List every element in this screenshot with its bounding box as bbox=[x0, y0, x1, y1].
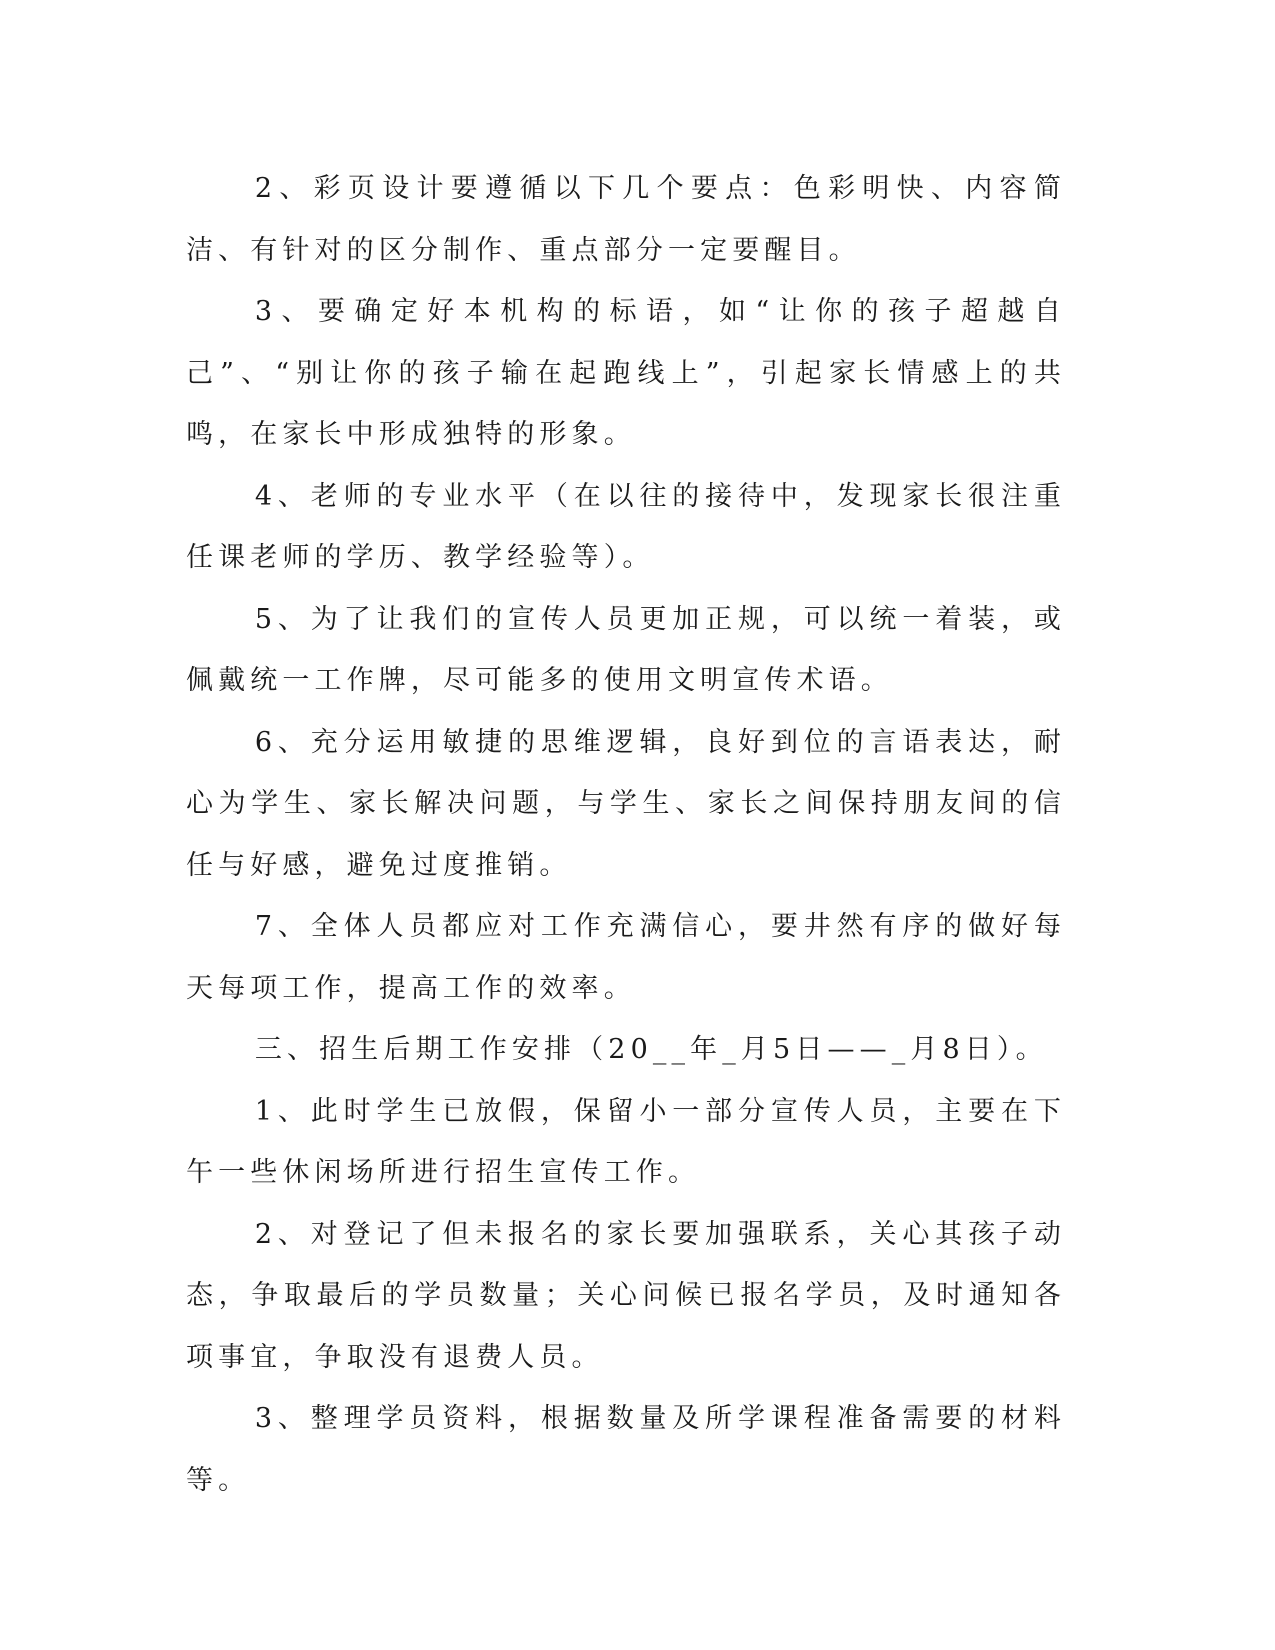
paragraph-slogan: 3、要确定好本机构的标语，如“让你的孩子超越自己”、“别让你的孩子输在起跑线上”，引起家长情感上的共鸣，在家长中形成独特的形象。 bbox=[186, 296, 1066, 450]
paragraph-uniform: 5、为了让我们的宣传人员更加正规，可以统一着装，或佩戴统一工作牌，尽可能多的使用文明宣传术语。 bbox=[186, 603, 1066, 696]
paragraph-organize-records: 3、整理学员资料，根据数量及所学课程准备需要的材料等。 bbox=[186, 1403, 1066, 1496]
document-body bbox=[186, 158, 1066, 1511]
paragraph-parent-followup: 2、对登记了但未报名的家长要加强联系，关心其孩子动态，争取最后的学员数量；关心问候已报名学员，及时通知各项事宜，争取没有退费人员。 bbox=[186, 1218, 1066, 1373]
section-heading-late-stage: 三、招生后期工作安排（20__年_月5日——_月8日）。 bbox=[254, 1034, 1048, 1065]
paragraph-design-points: 2、彩页设计要遵循以下几个要点：色彩明快、内容简洁、有针对的区分制作、重点部分一定要醒目。 bbox=[186, 173, 1066, 266]
paragraph-communication: 6、充分运用敏捷的思维逻辑，良好到位的言语表达，耐心为学生、家长解决问题，与学生、家长之间保持朋友间的信任与好感，避免过度推销。 bbox=[186, 726, 1066, 881]
paragraph-holiday-promotion: 1、此时学生已放假，保留小一部分宣传人员，主要在下午一些休闲场所进行招生宣传工作。 bbox=[186, 1095, 1066, 1188]
paragraph-teacher-level: 4、老师的专业水平（在以往的接待中，发现家长很注重任课老师的学历、教学经验等）。 bbox=[186, 480, 1066, 573]
paragraph-confidence: 7、全体人员都应对工作充满信心，要井然有序的做好每天每项工作，提高工作的效率。 bbox=[186, 911, 1066, 1004]
